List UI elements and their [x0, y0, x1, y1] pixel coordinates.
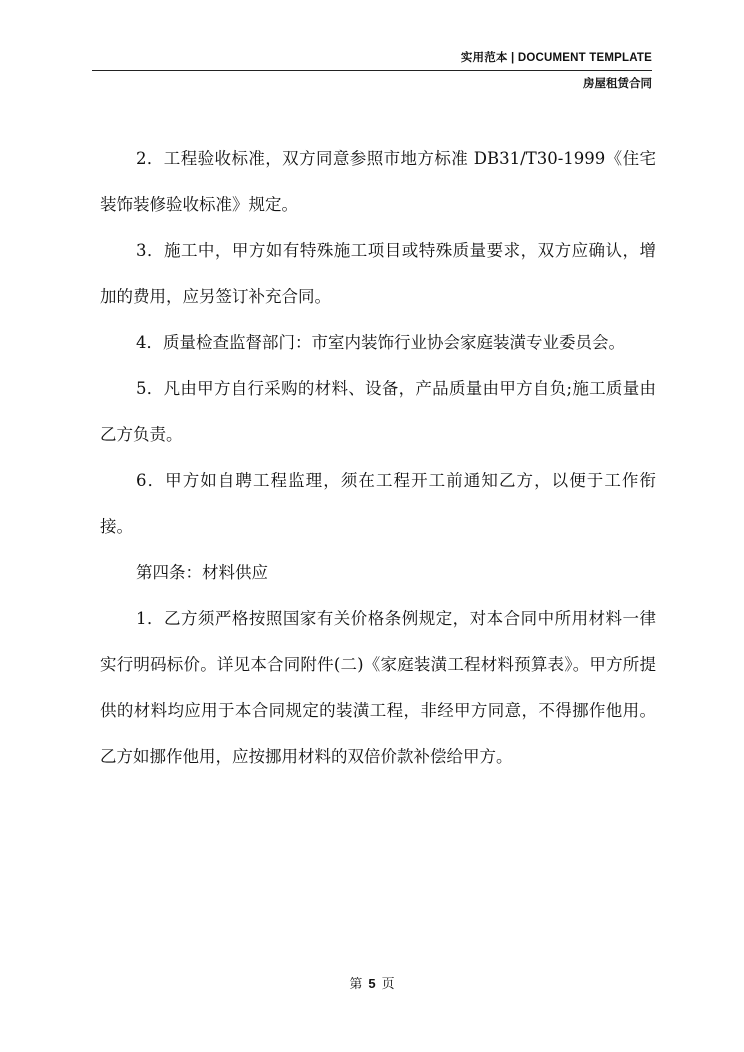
header-template-label: 实用范本 | DOCUMENT TEMPLATE	[460, 52, 652, 64]
page-footer	[0, 975, 744, 994]
footer-suffix: 页	[381, 977, 395, 992]
footer-prefix: 第	[349, 977, 363, 992]
paragraph-material-pricing: 1．乙方须严格按照国家有关价格条例规定，对本合同中所用材料一律实行明码标价。详见本合同附件(二)《家庭装潢工程材料预算表》。甲方所提供的材料均应用于本合同规定的装潢工程，非经甲方同意，不得挪作他用。乙方如挪作他用，应按挪用材料的双倍价款补偿给甲方。	[100, 609, 656, 766]
paragraph-acceptance-standard: 2．工程验收标准，双方同意参照市地方标准 DB31/T30-1999《住宅装饰装修验收标准》规定。	[100, 149, 656, 214]
section-heading-material-supply: 第四条：材料供应	[136, 563, 268, 582]
paragraph-special-requirements: 3．施工中，甲方如有特殊施工项目或特殊质量要求，双方应确认，增加的费用，应另签订补充合同。	[100, 241, 656, 306]
header-divider	[92, 70, 652, 71]
paragraph-project-supervision: 6．甲方如自聘工程监理，须在工程开工前通知乙方，以便于工作衔接。	[100, 471, 656, 536]
page-number: 5	[368, 976, 376, 991]
document-body	[100, 136, 656, 780]
paragraph-quality-supervision: 4．质量检查监督部门：市室内装饰行业协会家庭装潢专业委员会。	[136, 333, 625, 352]
page-header	[92, 50, 652, 90]
paragraph-material-responsibility: 5．凡由甲方自行采购的材料、设备，产品质量由甲方自负;施工质量由乙方负责。	[100, 379, 656, 444]
header-document-title: 房屋租赁合同	[583, 78, 652, 90]
